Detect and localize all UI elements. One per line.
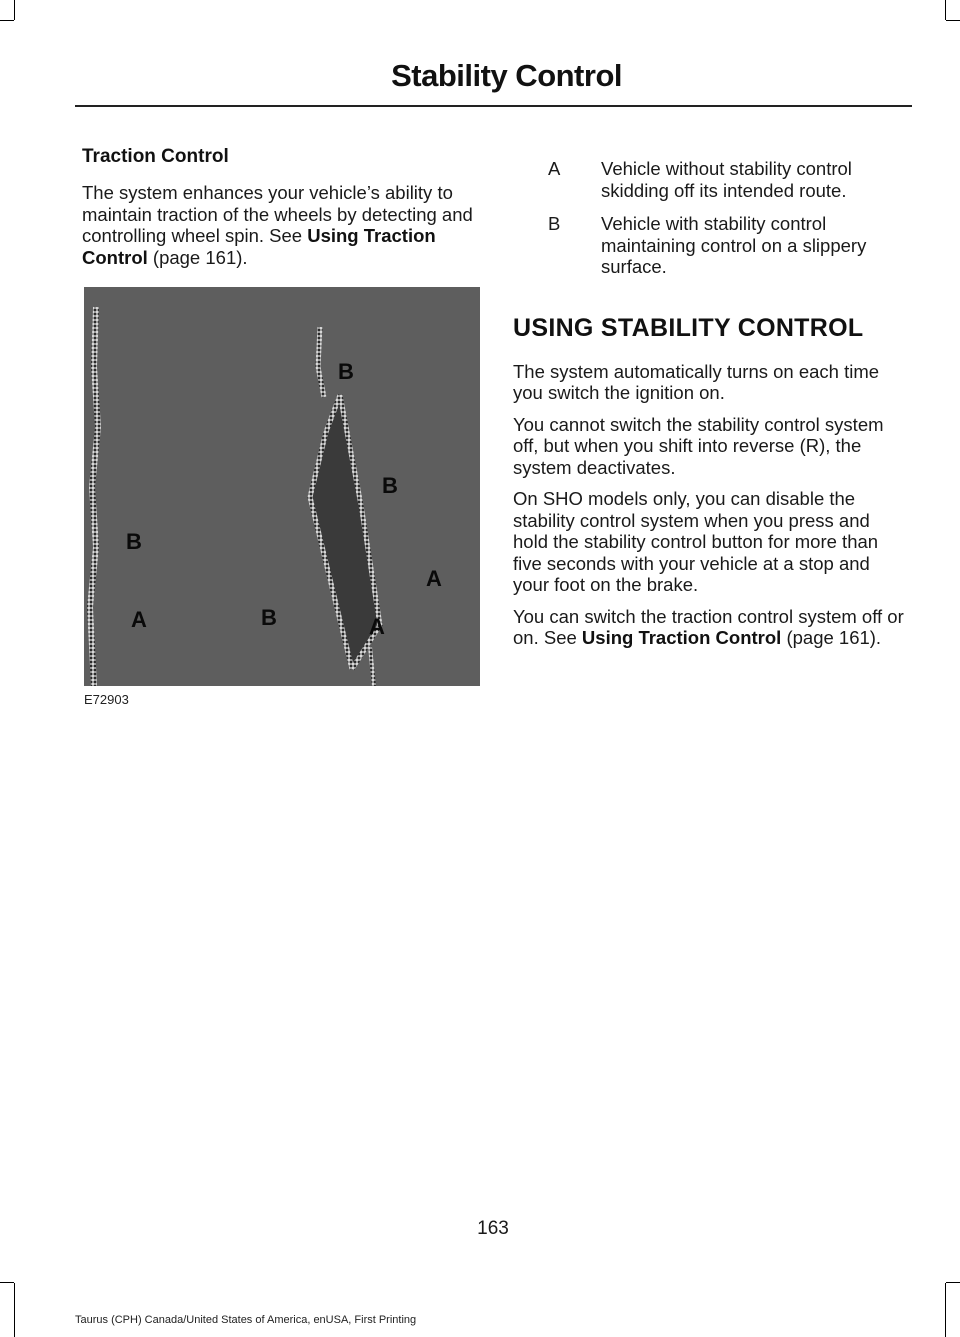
- legend-text: Vehicle with stability control maintaining control on a slippery surface.: [601, 213, 867, 277]
- header-divider: [75, 105, 912, 107]
- figure-label-a: A: [369, 614, 385, 639]
- legend-letter: B: [548, 213, 561, 234]
- road-edge-bottom: [370, 647, 374, 686]
- figure-label-b: B: [126, 529, 142, 554]
- crop-mark: [945, 1283, 946, 1337]
- crop-mark: [946, 1282, 960, 1283]
- crop-mark: [14, 0, 15, 20]
- legend-letter: A: [548, 158, 561, 179]
- body-paragraph: [513, 606, 908, 649]
- paragraph-text: You can switch the traction control system off or on. See: [513, 605, 904, 648]
- stability-control-illustration: [84, 287, 480, 686]
- crop-mark: [0, 20, 14, 21]
- crop-mark: [0, 1282, 14, 1283]
- left-column: [82, 146, 482, 278]
- page-reference: (page 161).: [147, 246, 248, 268]
- paragraph-text: The system enhances your vehicle’s ability to maintain traction of the wheels by detecting and controlling wheel spin. See: [82, 182, 473, 246]
- section-heading: USING STABILITY CONTROL: [513, 313, 864, 342]
- road-edge-top: [318, 327, 324, 397]
- body-paragraph: You cannot switch the stability control system off, but when you shift into reverse (R), the system deactivates.: [513, 413, 884, 478]
- body-paragraph: The system automatically turns on each time you switch the ignition on.: [513, 360, 880, 403]
- page-title: Stability Control: [391, 58, 622, 93]
- figure-label-b: B: [382, 473, 398, 498]
- right-column: [513, 158, 908, 659]
- figure-label-a: A: [426, 566, 442, 591]
- body-paragraph: On SHO models only, you can disable the stability control system when you press and hold the stability control button for more than five seconds with your vehicle at a stop and your foot on the brake.: [513, 488, 879, 595]
- crop-mark: [14, 1283, 15, 1337]
- footer-text: Taurus (CPH) Canada/United States of America, enUSA, First Printing: [75, 1314, 417, 1326]
- figure-label-b: B: [338, 359, 354, 384]
- page-number: 163: [477, 1218, 509, 1239]
- using-traction-control-link[interactable]: Using Traction Control: [82, 225, 436, 268]
- legend-item: [513, 158, 908, 201]
- figure-label-a: A: [131, 607, 147, 632]
- road-edge-left: [90, 307, 98, 686]
- crop-mark: [945, 0, 946, 20]
- page-reference: (page 161).: [781, 627, 882, 648]
- figure-label-b: B: [261, 605, 277, 630]
- traction-control-paragraph: [82, 182, 482, 268]
- crop-mark: [946, 20, 960, 21]
- traction-control-subtitle: Traction Control: [82, 146, 229, 167]
- legend-text: Vehicle without stability control skidding off its intended route.: [601, 158, 852, 201]
- legend-item: [513, 213, 908, 278]
- using-traction-control-link[interactable]: Using Traction Control: [581, 627, 782, 648]
- figure-reference: E72903: [84, 692, 129, 707]
